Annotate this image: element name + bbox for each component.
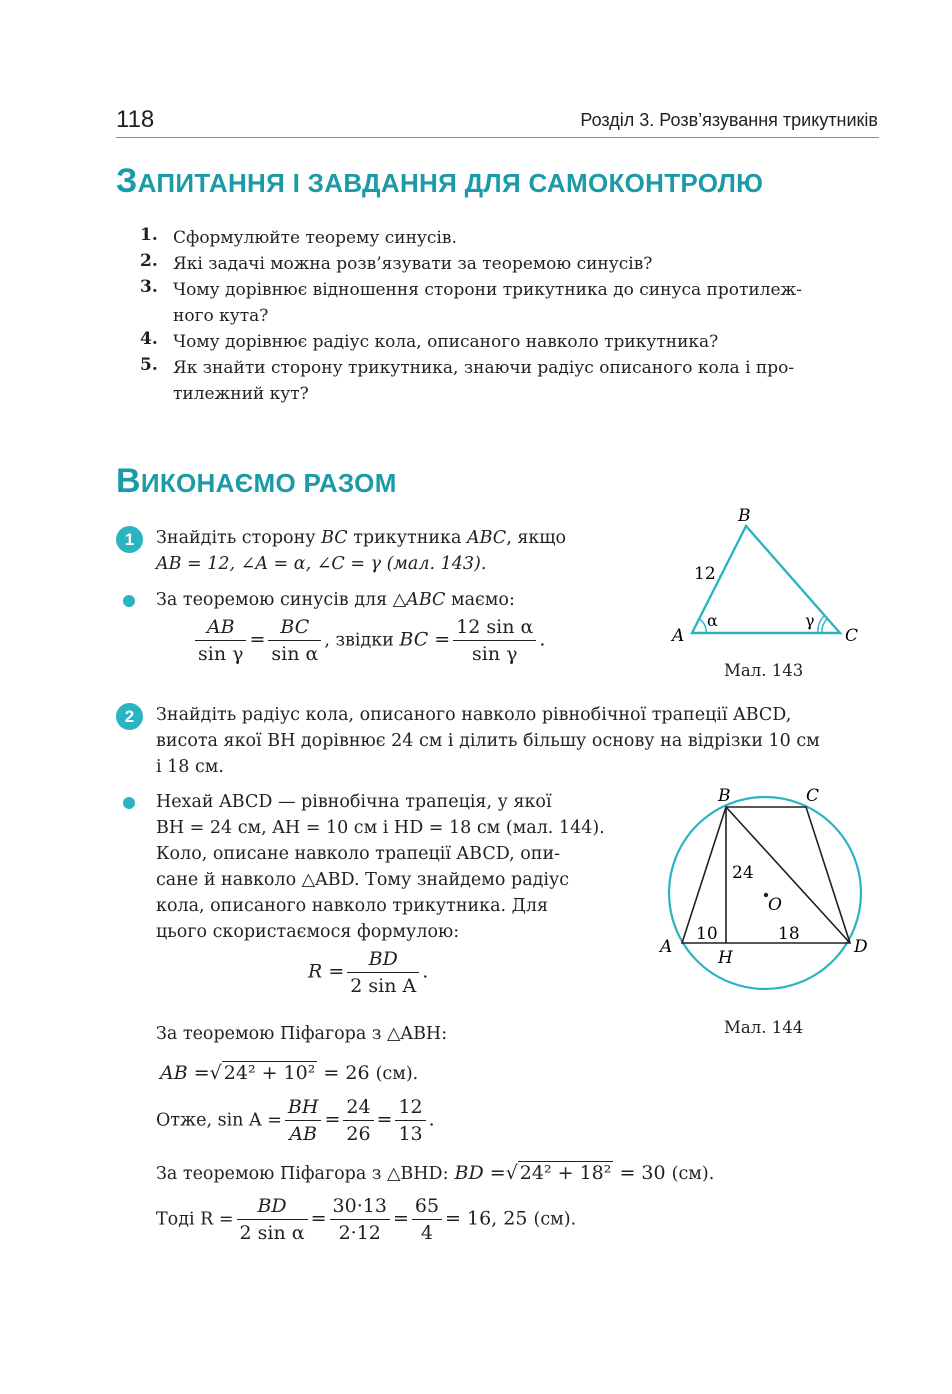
section-title-self-control: ЗАПИТАННЯ І ЗАВДАННЯ ДЛЯ САМОКОНТРОЛЮ xyxy=(116,162,764,200)
angle-label-alpha: α xyxy=(707,611,718,630)
problem-2-solution-text: Нехай ABCD — рівнобічна трапеція, у якої BH = 24 см, AH = 10 см і HD = 18 см (мал. 144). Коло, описане навколо трапеції ABCD, опи- сане й навколо △ABD. Тому знайдемо радіус кола, описаного навколо трикутника. Для цього скористаємося формулою: xyxy=(156,792,605,942)
label-segment-18: 18 xyxy=(778,924,800,944)
problem-1-formula: $\frac{AB}{\text{sin γ}}$ = $\frac{BC}{\text{sin α}}$ , звідки BC = $\frac{\text{12 sin α}}{\text{sin γ}}$ . xyxy=(192,616,545,665)
figure-143-caption: Мал. 143 xyxy=(724,661,804,680)
page-number: 118 xyxy=(116,106,155,133)
section-title-solve-together: ВИКОНАЄМО РАЗОМ xyxy=(116,462,397,500)
formula-r: R = $\frac{BD}{\text{2 sin A}}$ . xyxy=(308,948,429,997)
question-item xyxy=(140,251,885,277)
question-text: Чому дорівнює радіус кола, описаного навколо трикутника? xyxy=(173,332,719,352)
vertex-label-b: B xyxy=(718,786,731,806)
vertex-label-c: C xyxy=(845,626,859,646)
label-height-24: 24 xyxy=(732,863,754,883)
running-header: Розділ 3. Розв’язування трикутників xyxy=(580,110,878,130)
vertex-label-a: A xyxy=(660,937,673,957)
question-text: Сформулюйте теорему синусів. xyxy=(173,228,457,248)
problem-1-solution-intro: За теоремою синусів для △ABC маємо: xyxy=(156,590,515,610)
question-item xyxy=(140,329,885,355)
question-text: Чому дорівнює відношення сторони трикутника до синуса протилеж- xyxy=(173,280,802,300)
label-segment-10: 10 xyxy=(696,924,718,944)
vertex-label-b: B xyxy=(738,506,751,526)
header-rule xyxy=(116,137,879,138)
question-item xyxy=(140,225,885,251)
pythagoras-abh-intro: За теоремою Піфагора з △ABH: xyxy=(156,1024,448,1044)
solution-bullet xyxy=(123,595,135,607)
pythagoras-abh-formula: AB =√ 24² + 10² = 26 (см). xyxy=(160,1062,419,1084)
question-item xyxy=(140,277,885,329)
problem-1-statement: Знайдіть сторону BC трикутника ABC, якщо AB = 12, ∠A = α, ∠C = γ (мал. 143). xyxy=(156,528,567,574)
problem-1-badge: 1 xyxy=(116,526,143,553)
figure-144-trapezoid xyxy=(650,780,880,1000)
question-text: тилежний кут? xyxy=(173,384,309,404)
vertex-label-c: C xyxy=(806,786,820,806)
angle-a-arc xyxy=(699,619,706,633)
vertex-label-d: D xyxy=(854,937,868,957)
angle-label-gamma: γ xyxy=(805,611,815,630)
question-text: ного кута? xyxy=(173,306,269,326)
vertex-label-a: A xyxy=(672,626,685,646)
problem-2-badge: 2 xyxy=(116,703,143,730)
solution-bullet xyxy=(123,797,135,809)
question-number: 3. xyxy=(140,277,158,297)
final-r-formula: Тоді R = $\frac{BD}{\text{2 sin α}}$ = $\frac{30\cdot 13}{2\cdot 12}$ = $\frac{65}{4}$ = 16, 25 (см). xyxy=(156,1195,577,1244)
question-text: Як знайти сторону трикутника, знаючи радіус описаного кола і про- xyxy=(173,358,795,378)
figure-143-triangle xyxy=(660,500,880,660)
pythagoras-bhd-formula: За теоремою Піфагора з △BHD: BD =√ 24² + 18² = 30 (см). xyxy=(156,1162,715,1184)
question-number: 1. xyxy=(140,225,158,245)
question-list xyxy=(140,225,885,407)
trapezoid-abcd-shape xyxy=(682,807,850,943)
question-number: 2. xyxy=(140,251,158,271)
problem-2-statement: Знайдіть радіус кола, описаного навколо рівнобічної трапеції ABCD, висота якої BH дорівнює 24 см і ділить більшу основу на відрізки 10 см і 18 см. xyxy=(156,705,820,777)
point-label-o: O xyxy=(768,895,782,915)
question-item xyxy=(140,355,885,407)
question-number: 4. xyxy=(140,329,158,349)
side-label-12: 12 xyxy=(694,564,716,584)
figure-144-caption: Мал. 144 xyxy=(724,1018,804,1037)
question-text: Які задачі можна розв’язувати за теоремою синусів? xyxy=(173,254,653,274)
point-label-h: H xyxy=(718,948,733,968)
sin-a-formula: Отже, sin A = $\frac{BH}{AB}$ = $\frac{24}{26}$ = $\frac{12}{13}$ . xyxy=(156,1096,435,1145)
angle-c-arc xyxy=(822,619,827,633)
question-number: 5. xyxy=(140,355,158,375)
